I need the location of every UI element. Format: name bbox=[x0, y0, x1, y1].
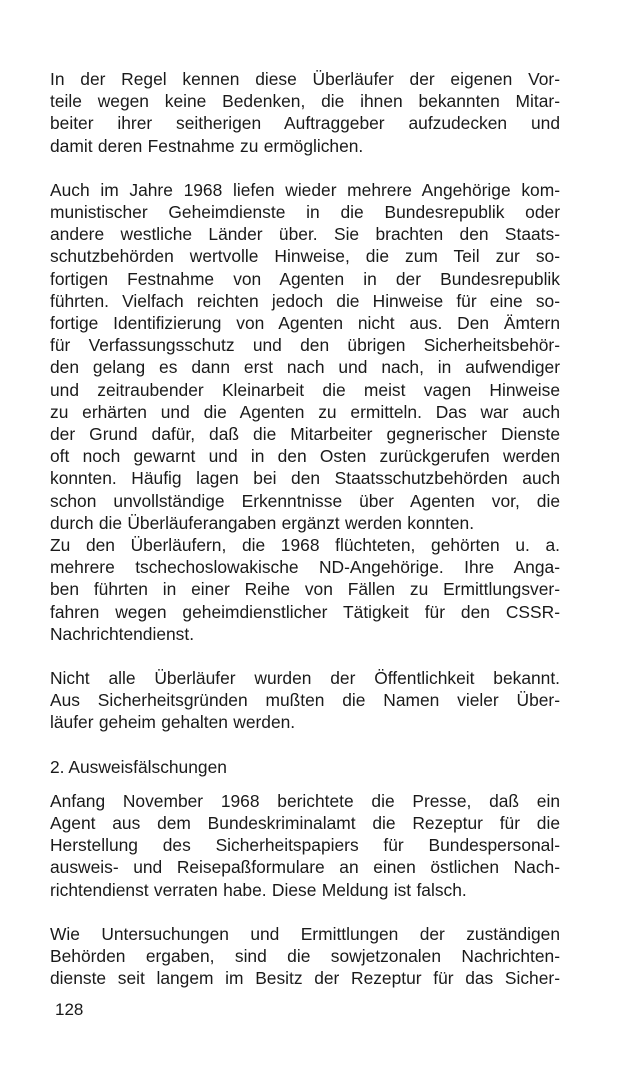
text-line: und zeitraubender Kleinarbeit die meist vagen Hinweise bbox=[50, 379, 560, 400]
paragraph-investigations bbox=[50, 923, 560, 990]
text-line: Herstellung des Sicherheitspapiers für Bundespersonal- bbox=[50, 835, 560, 856]
text-line: dienste seit langem im Besitz der Rezeptur für das Sicher- bbox=[50, 968, 560, 989]
text-line: schon unvollständige Erkenntnisse über Agenten vor, die bbox=[50, 490, 560, 511]
text-line: teile wegen keine Bedenken, die ihnen bekannten Mitar- bbox=[50, 91, 560, 112]
text-line: Agent aus dem Bundeskriminalamt die Rezeptur für die bbox=[50, 812, 560, 833]
text-line: Nachrichtendienst. bbox=[50, 623, 195, 644]
text-line: damit deren Festnahme zu ermöglichen. bbox=[50, 135, 364, 156]
text-line: für Verfassungsschutz und den übrigen Sicherheitsbehör- bbox=[50, 335, 560, 356]
text-line: läufer geheim gehalten werden. bbox=[50, 712, 296, 733]
section-heading: 2. Ausweisfälschungen bbox=[50, 756, 227, 777]
text-line: beiter ihrer seitherigen Auftraggeber aufzudecken und bbox=[50, 113, 560, 134]
text-line: Aus Sicherheitsgründen mußten die Namen vieler Über- bbox=[50, 690, 560, 711]
text-line: Zu den Überläufern, die 1968 flüchteten, gehörten u. a. bbox=[50, 535, 560, 556]
page-body bbox=[50, 68, 560, 989]
paragraph-november-1968 bbox=[50, 790, 560, 901]
text-line: andere westliche Länder über. Sie brachten den Staats- bbox=[50, 224, 560, 245]
text-line: fahren wegen geheimdienstlicher Tätigkeit für den CSSR- bbox=[50, 601, 560, 622]
page-number: 128 bbox=[55, 1000, 84, 1019]
text-line: munistischer Geheimdienste in die Bundesrepublik oder bbox=[50, 202, 560, 223]
text-line: In der Regel kennen diese Überläufer der eigenen Vor- bbox=[50, 69, 560, 89]
text-line: oft noch gewarnt und in den Osten zurückgerufen werden bbox=[50, 446, 560, 467]
text-line: fortigen Festnahme von Agenten in der Bundesrepublik bbox=[50, 268, 560, 289]
text-line: mehrere tschechoslowakische ND-Angehörige. Ihre Anga- bbox=[50, 557, 560, 578]
text-line: Auch im Jahre 1968 liefen wieder mehrere Angehörige kom- bbox=[50, 179, 560, 200]
paragraph-not-public bbox=[50, 667, 560, 734]
text-line: Wie Untersuchungen und Ermittlungen der zuständigen bbox=[50, 923, 560, 944]
text-line: richtendienst verraten habe. Diese Meldung ist falsch. bbox=[50, 879, 467, 900]
text-line: Anfang November 1968 berichtete die Presse, daß ein bbox=[50, 790, 560, 811]
text-line: ben führten in einer Reihe von Fällen zu Ermittlungsver- bbox=[50, 579, 560, 600]
text-line: zu erhärten und die Agenten zu ermitteln. Das war auch bbox=[50, 401, 560, 422]
paragraph-czech-defectors bbox=[50, 534, 560, 645]
text-line: den gelang es dann erst nach und nach, in aufwendiger bbox=[50, 357, 560, 378]
text-line: konnten. Häufig lagen bei den Staatsschutzbehörden auch bbox=[50, 468, 560, 489]
paragraph-overlaeufer-intro bbox=[50, 68, 560, 157]
text-line: Nicht alle Überläufer wurden der Öffentlichkeit bekannt. bbox=[50, 668, 560, 689]
text-line: führten. Vielfach reichten jedoch die Hinweise für eine so- bbox=[50, 290, 560, 311]
text-line: Behörden ergaben, sind die sowjetzonalen Nachrichten- bbox=[50, 945, 560, 966]
text-line: der Grund dafür, daß die Mitarbeiter gegnerischer Dienste bbox=[50, 424, 560, 445]
text-line: durch die Überläuferangaben ergänzt werden konnten. bbox=[50, 512, 475, 533]
text-line: fortige Identifizierung von Agenten nicht aus. Den Ämtern bbox=[50, 313, 560, 334]
text-line: schutzbehörden wertvolle Hinweise, die zum Teil zur so- bbox=[50, 246, 560, 267]
text-line: ausweis- und Reisepaßformulare an einen östlichen Nach- bbox=[50, 857, 560, 878]
paragraph-1968-defectors bbox=[50, 179, 560, 534]
